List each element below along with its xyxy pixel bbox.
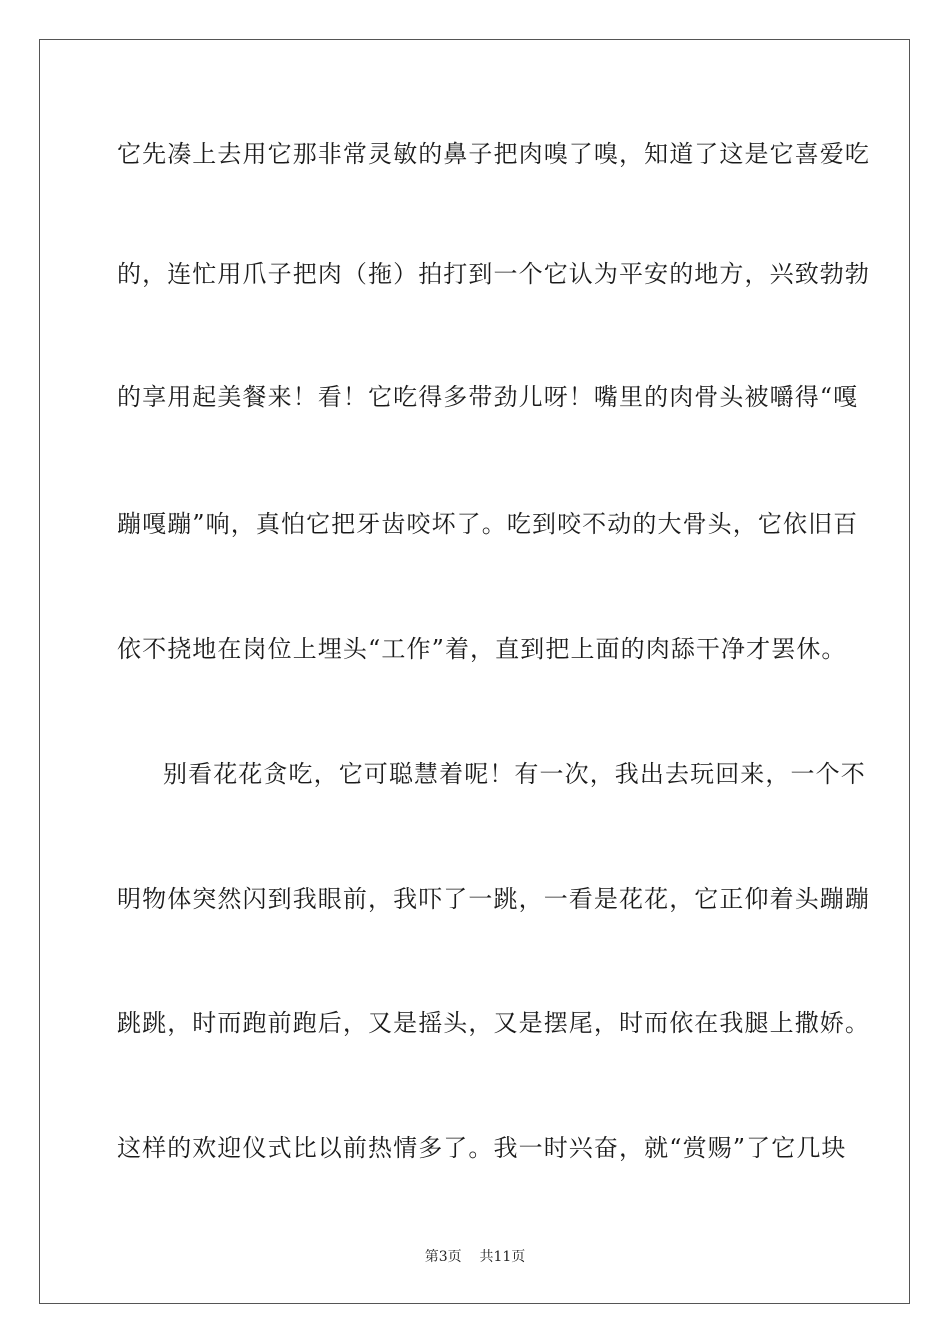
text-line-3: 的享用起美餐来！看！它吃得多带劲儿呀！嘴里的肉骨头被嚼得“嘎 — [117, 383, 859, 411]
page-number-footer: 第3页 共11页 — [424, 1249, 526, 1265]
text-line-5: 依不挠地在岗位上埋头“工作”着，直到把上面的肉舔干净才罢休。 — [117, 635, 847, 663]
text-line-6-paragraph-start: 别看花花贪吃，它可聪慧着呢！有一次，我出去玩回来，一个不 — [163, 760, 866, 788]
text-line-9: 这样的欢迎仪式比以前热情多了。我一时兴奋，就“赏赐”了它几块 — [117, 1134, 847, 1162]
text-line-8: 跳跳，时而跑前跑后，又是摇头，又是摆尾，时而依在我腿上撒娇。 — [117, 1009, 870, 1037]
page-border — [39, 39, 910, 1304]
text-line-1: 它先凑上去用它那非常灵敏的鼻子把肉嗅了嗅，知道了这是它喜爱吃 — [117, 140, 870, 168]
text-line-2: 的，连忙用爪子把肉（拖）拍打到一个它认为平安的地方，兴致勃勃 — [117, 260, 870, 288]
text-line-7: 明物体突然闪到我眼前，我吓了一跳，一看是花花，它正仰着头蹦蹦 — [117, 885, 870, 913]
text-line-4: 蹦嘎蹦”响，真怕它把牙齿咬坏了。吃到咬不动的大骨头，它依旧百 — [117, 510, 859, 538]
